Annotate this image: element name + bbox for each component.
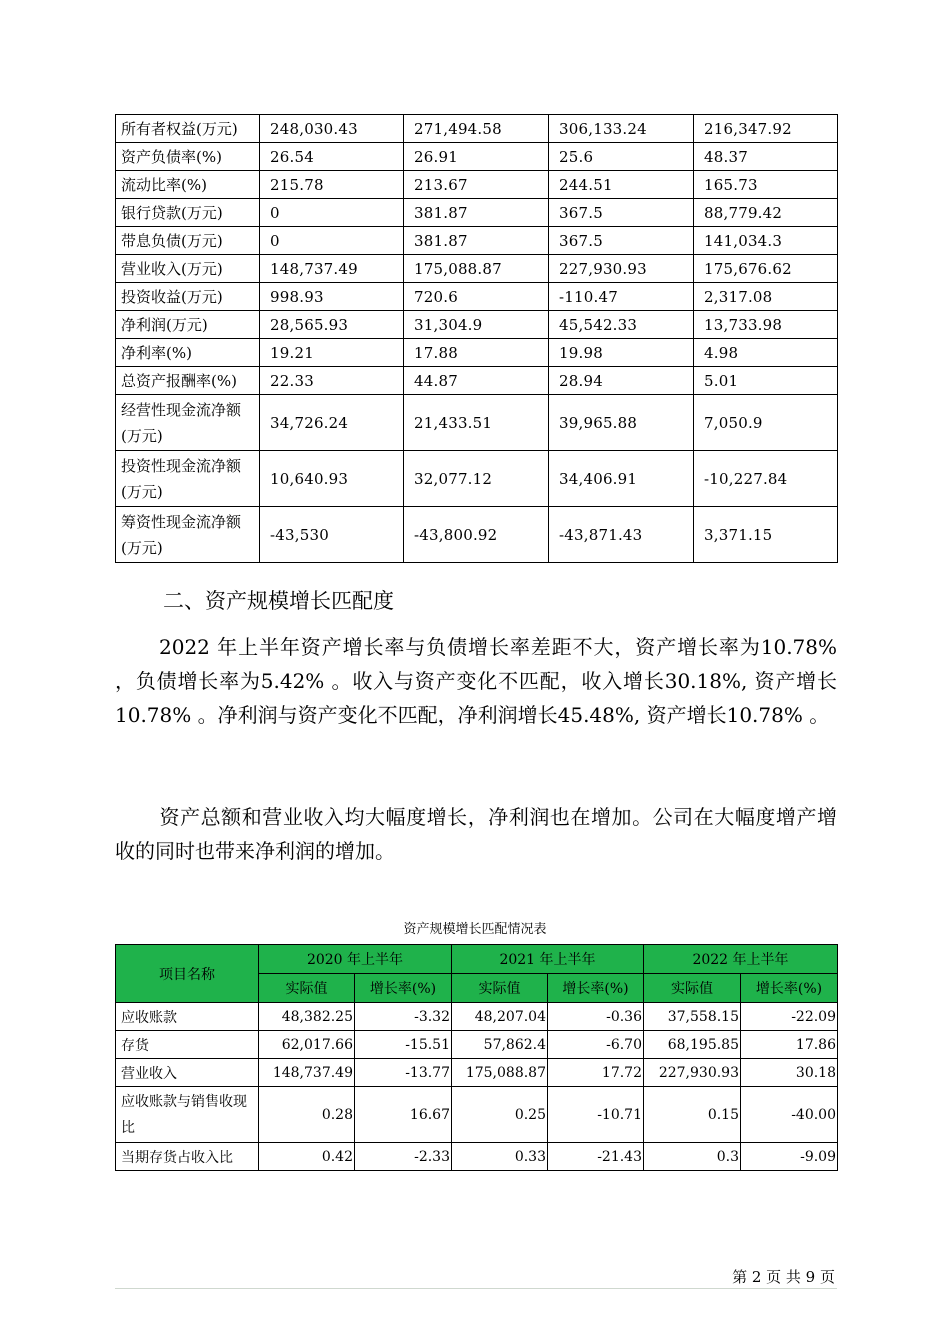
financial-indicators-body (116, 115, 838, 563)
cell: 48,382.25 (259, 1003, 355, 1031)
cell: 0.33 (452, 1143, 548, 1171)
table-row (116, 171, 838, 199)
cell: -43,871.43 (549, 507, 694, 563)
cell: 32,077.12 (404, 451, 549, 507)
cell: -22.09 (741, 1003, 838, 1031)
cell: 22.33 (260, 367, 404, 395)
cell: 21,433.51 (404, 395, 549, 451)
cell: -43,800.92 (404, 507, 549, 563)
header-growth: 增长率(%) (548, 974, 644, 1003)
cell: 0.42 (259, 1143, 355, 1171)
cell: -3.32 (355, 1003, 452, 1031)
cell: -9.09 (741, 1143, 838, 1171)
paragraph-1-block (115, 630, 837, 732)
header-year: 2020 年上半年 (259, 945, 452, 974)
cell: 248,030.43 (260, 115, 404, 143)
footer-divider (115, 1288, 837, 1289)
row-label: 应收账款与销售收现比 (116, 1087, 259, 1143)
table-row (116, 1087, 838, 1143)
cell: -10,227.84 (694, 451, 838, 507)
header-actual: 实际值 (644, 974, 741, 1003)
asset-growth-match-table (115, 944, 838, 1171)
cell: 39,965.88 (549, 395, 694, 451)
cell: 227,930.93 (549, 255, 694, 283)
cell: -40.00 (741, 1087, 838, 1143)
table-row (116, 255, 838, 283)
header-growth: 增长率(%) (355, 974, 452, 1003)
cell: 216,347.92 (694, 115, 838, 143)
cell: 17.88 (404, 339, 549, 367)
cell: 148,737.49 (259, 1059, 355, 1087)
cell: 271,494.58 (404, 115, 549, 143)
cell: 227,930.93 (644, 1059, 741, 1087)
cell: 45,542.33 (549, 311, 694, 339)
cell: 26.54 (260, 143, 404, 171)
table-row (116, 1031, 838, 1059)
row-label: 投资收益(万元) (116, 283, 260, 311)
cell: 37,558.15 (644, 1003, 741, 1031)
cell: 25.6 (549, 143, 694, 171)
paragraph-2-block (115, 800, 837, 868)
cell: 31,304.9 (404, 311, 549, 339)
header-actual: 实际值 (452, 974, 548, 1003)
row-label: 净利润(万元) (116, 311, 260, 339)
row-label: 当期存货占收入比 (116, 1143, 259, 1171)
financial-indicators-table (115, 114, 838, 563)
row-label: 投资性现金流净额(万元) (116, 451, 260, 507)
cell: 0.15 (644, 1087, 741, 1143)
cell: 0.28 (259, 1087, 355, 1143)
cell: 0 (260, 227, 404, 255)
header-year: 2021 年上半年 (452, 945, 644, 974)
cell: -13.77 (355, 1059, 452, 1087)
row-label: 资产负债率(%) (116, 143, 260, 171)
cell: 19.21 (260, 339, 404, 367)
table-row (116, 1143, 838, 1171)
row-label: 存货 (116, 1031, 259, 1059)
cell: 10,640.93 (260, 451, 404, 507)
row-label: 应收账款 (116, 1003, 259, 1031)
header-actual: 实际值 (259, 974, 355, 1003)
cell: 19.98 (549, 339, 694, 367)
header-growth: 增长率(%) (741, 974, 838, 1003)
cell: 34,726.24 (260, 395, 404, 451)
cell: -110.47 (549, 283, 694, 311)
cell: 141,034.3 (694, 227, 838, 255)
cell: -15.51 (355, 1031, 452, 1059)
paragraph-1: 2022 年上半年资产增长率与负债增长率差距不大，资产增长率为10.78% ，负债增长率为5.42% 。收入与资产变化不匹配，收入增长30.18%, 资产增长10.78% 。净利润与资产变化不匹配，净利润增长45.48%, 资产增长10.78% 。 (115, 635, 837, 727)
section-heading: 二、资产规模增长匹配度 (163, 589, 394, 613)
table-row (116, 227, 838, 255)
cell: 0.3 (644, 1143, 741, 1171)
table-row (116, 311, 838, 339)
row-label: 银行贷款(万元) (116, 199, 260, 227)
row-label: 所有者权益(万元) (116, 115, 260, 143)
cell: 175,088.87 (452, 1059, 548, 1087)
cell: -43,530 (260, 507, 404, 563)
table-row (116, 1003, 838, 1031)
cell: 4.98 (694, 339, 838, 367)
table-row (116, 339, 838, 367)
table-row (116, 115, 838, 143)
table-row (116, 283, 838, 311)
cell: 175,676.62 (694, 255, 838, 283)
table-row (116, 367, 838, 395)
cell: 5.01 (694, 367, 838, 395)
table-row (116, 1059, 838, 1087)
table-caption: 资产规模增长匹配情况表 (403, 922, 547, 937)
paragraph-2: 资产总额和营业收入均大幅度增长，净利润也在增加。公司在大幅度增产增收的同时也带来净利润的增加。 (115, 805, 837, 863)
cell: 34,406.91 (549, 451, 694, 507)
cell: 28.94 (549, 367, 694, 395)
cell: 367.5 (549, 199, 694, 227)
header-row-years (116, 945, 838, 974)
row-label: 营业收入(万元) (116, 255, 260, 283)
page-footer: 第 2 页 共 9 页 (732, 1268, 835, 1286)
cell: 17.72 (548, 1059, 644, 1087)
cell: 28,565.93 (260, 311, 404, 339)
header-year: 2022 年上半年 (644, 945, 838, 974)
cell: 175,088.87 (404, 255, 549, 283)
table-row (116, 451, 838, 507)
table-row (116, 395, 838, 451)
cell: 244.51 (549, 171, 694, 199)
cell: 7,050.9 (694, 395, 838, 451)
cell: 213.67 (404, 171, 549, 199)
row-label: 筹资性现金流净额(万元) (116, 507, 260, 563)
cell: 17.86 (741, 1031, 838, 1059)
cell: -2.33 (355, 1143, 452, 1171)
cell: 48.37 (694, 143, 838, 171)
row-label: 经营性现金流净额(万元) (116, 395, 260, 451)
cell: 0 (260, 199, 404, 227)
row-label: 营业收入 (116, 1059, 259, 1087)
cell: 3,371.15 (694, 507, 838, 563)
cell: 57,862.4 (452, 1031, 548, 1059)
asset-growth-match-body (116, 945, 838, 1171)
cell: 30.18 (741, 1059, 838, 1087)
cell: 16.67 (355, 1087, 452, 1143)
cell: 381.87 (404, 227, 549, 255)
table-row (116, 199, 838, 227)
row-label: 净利率(%) (116, 339, 260, 367)
cell: 367.5 (549, 227, 694, 255)
cell: -10.71 (548, 1087, 644, 1143)
cell: 306,133.24 (549, 115, 694, 143)
row-label: 总资产报酬率(%) (116, 367, 260, 395)
cell: 68,195.85 (644, 1031, 741, 1059)
cell: 998.93 (260, 283, 404, 311)
cell: 88,779.42 (694, 199, 838, 227)
cell: -6.70 (548, 1031, 644, 1059)
cell: 381.87 (404, 199, 549, 227)
cell: 48,207.04 (452, 1003, 548, 1031)
cell: -0.36 (548, 1003, 644, 1031)
cell: 165.73 (694, 171, 838, 199)
cell: 44.87 (404, 367, 549, 395)
cell: 720.6 (404, 283, 549, 311)
cell: 62,017.66 (259, 1031, 355, 1059)
cell: -21.43 (548, 1143, 644, 1171)
cell: 13,733.98 (694, 311, 838, 339)
cell: 148,737.49 (260, 255, 404, 283)
cell: 215.78 (260, 171, 404, 199)
row-label: 带息负债(万元) (116, 227, 260, 255)
table-row (116, 143, 838, 171)
cell: 2,317.08 (694, 283, 838, 311)
cell: 26.91 (404, 143, 549, 171)
cell: 0.25 (452, 1087, 548, 1143)
table-row (116, 507, 838, 563)
row-label: 流动比率(%) (116, 171, 260, 199)
header-corner: 项目名称 (116, 945, 259, 1003)
